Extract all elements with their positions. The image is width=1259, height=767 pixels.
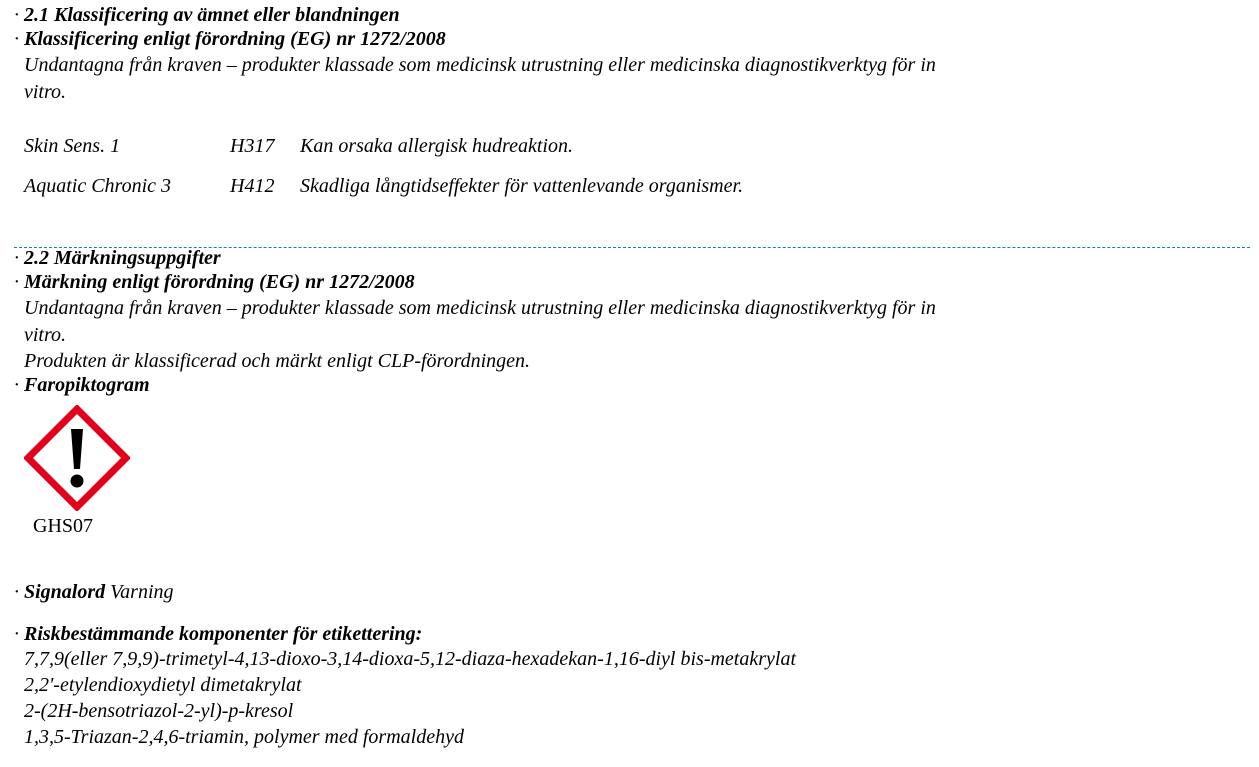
- bullet: ·: [14, 623, 19, 645]
- section-heading-2-1-text: 2.1 Klassificering av ämnet eller blandningen: [24, 4, 400, 26]
- bullet: ·: [14, 271, 19, 293]
- classification-category: Aquatic Chronic 3: [24, 175, 172, 197]
- component-item: 1,3,5-Triazan-2,4,6-triamin, polymer med formaldehyd: [24, 726, 464, 748]
- classification-category: Skin Sens. 1: [24, 135, 121, 157]
- labelling-subheading: [14, 270, 415, 294]
- exemption-text-2: Undantagna från kraven – produkter klassade som medicinsk utrustning eller medicinska diagnostikverktyg för in: [24, 297, 936, 319]
- bullet: ·: [14, 4, 19, 26]
- components-heading-text: Riskbestämmande komponenter för etikettering:: [24, 623, 423, 645]
- exemption-text-1-cont: vitro.: [24, 81, 67, 103]
- bullet: ·: [14, 374, 19, 396]
- components-heading: [14, 622, 422, 646]
- pictogram-heading: [14, 373, 150, 397]
- classification-subheading-text: Klassificering enligt förordning (EG) nr 1272/2008: [24, 28, 446, 50]
- exclamation-mark-icon: [24, 405, 130, 511]
- section-heading-2-1: [14, 3, 400, 27]
- component-item: 7,7,9(eller 7,9,9)-trimetyl-4,13-dioxo-3,14-dioxa-5,12-diaza-hexadekan-1,16-diyl bis-metakrylat: [24, 648, 797, 670]
- hazard-statement: Skadliga långtidseffekter för vattenlevande organismer.: [300, 175, 744, 197]
- clp-note: Produkten är klassificerad och märkt enligt CLP-förordningen.: [24, 350, 531, 372]
- bullet: ·: [14, 581, 19, 603]
- component-item: 2-(2H-bensotriazol-2-yl)-p-kresol: [24, 700, 294, 722]
- pictogram-heading-text: Faropiktogram: [24, 374, 150, 396]
- hazard-code: H317: [230, 135, 275, 157]
- bullet: ·: [14, 28, 19, 50]
- section-heading-2-2-text: 2.2 Märkningsuppgifter: [24, 247, 221, 269]
- signal-word-label: Signalord: [24, 581, 106, 603]
- classification-subheading: [14, 27, 446, 51]
- component-item: 2,2'-etylendioxydietyl dimetakrylat: [24, 674, 302, 696]
- hazard-code: H412: [230, 175, 275, 197]
- exemption-text-2-cont: vitro.: [24, 324, 67, 346]
- bullet: ·: [14, 247, 19, 269]
- labelling-subheading-text: Märkning enligt förordning (EG) nr 1272/2008: [24, 271, 415, 293]
- section-heading-2-2: [14, 246, 221, 270]
- signal-word: Varning: [110, 581, 174, 603]
- pictogram-code: GHS07: [33, 515, 94, 537]
- signal-word-line: [14, 580, 174, 604]
- exemption-text-1: Undantagna från kraven – produkter klassade som medicinsk utrustning eller medicinska diagnostikverktyg för in: [24, 54, 936, 76]
- hazard-statement: Kan orsaka allergisk hudreaktion.: [300, 135, 573, 157]
